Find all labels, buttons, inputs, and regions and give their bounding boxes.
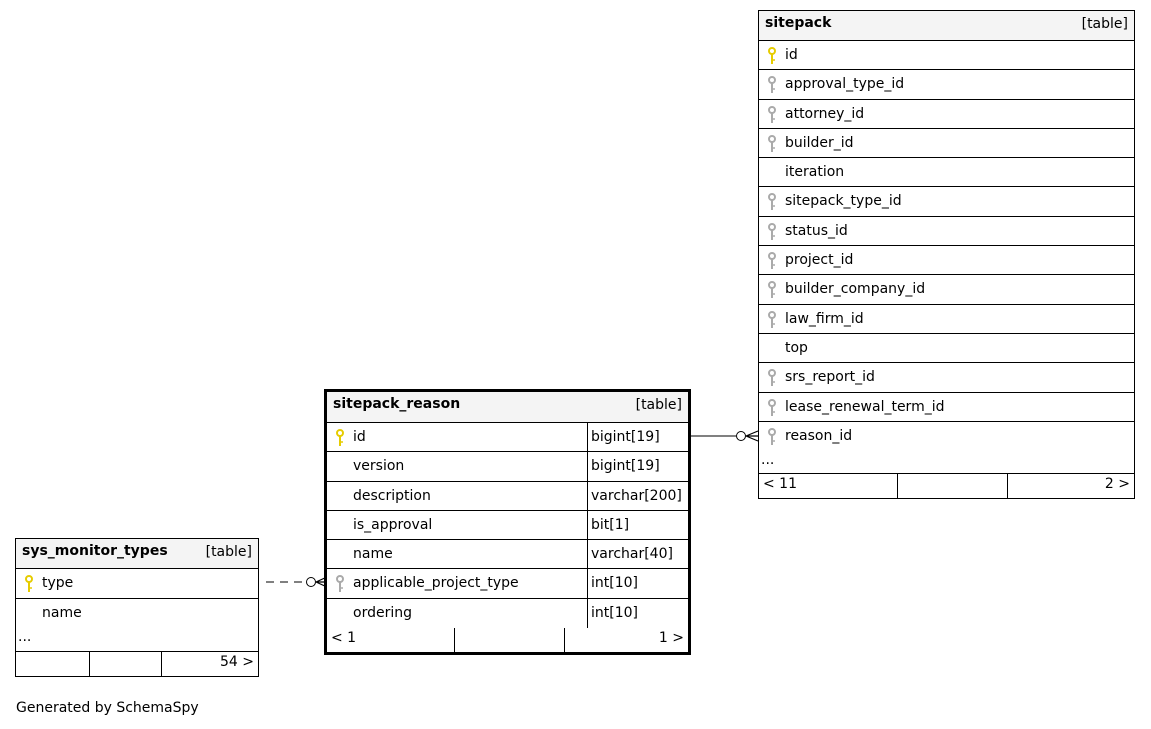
column-divider xyxy=(587,540,588,568)
column-name: reason_id xyxy=(785,427,853,444)
column-row-status-id[interactable] xyxy=(759,217,1134,246)
column-divider xyxy=(587,482,588,510)
foreign-key-icon xyxy=(767,193,777,211)
column-row-name[interactable] xyxy=(327,540,688,569)
foreign-key-icon xyxy=(767,106,777,124)
column-name: approval_type_id xyxy=(785,76,905,93)
more-columns-row[interactable] xyxy=(759,451,1134,474)
foreign-key-icon xyxy=(767,76,777,94)
table-type-label: [table] xyxy=(1081,16,1128,32)
column-type: bigint[19] xyxy=(591,429,660,445)
column-row-is-approval[interactable] xyxy=(327,511,688,540)
edge-zero-many-circle xyxy=(737,432,746,441)
column-name: type xyxy=(42,575,74,591)
column-type: varchar[200] xyxy=(591,487,682,504)
table-footer[interactable] xyxy=(16,652,258,676)
parents-link[interactable]: < 11 xyxy=(763,476,797,493)
column-row-description[interactable] xyxy=(327,482,688,511)
footer-divider xyxy=(454,628,455,652)
parents-link[interactable]: < 1 xyxy=(331,630,357,647)
footer-divider xyxy=(1007,474,1008,498)
column-name: sitepack_type_id xyxy=(785,193,902,210)
column-divider xyxy=(587,599,588,628)
column-row-top[interactable] xyxy=(759,334,1134,363)
column-name: iteration xyxy=(785,164,845,181)
children-link[interactable]: 1 > xyxy=(658,630,684,647)
column-name: is_approval xyxy=(353,516,433,533)
column-row-reason-id[interactable] xyxy=(759,422,1134,451)
column-divider xyxy=(587,423,588,451)
footer-divider xyxy=(564,628,565,652)
column-row-name[interactable] xyxy=(16,599,258,629)
table-footer[interactable] xyxy=(327,628,688,652)
column-name: version xyxy=(353,458,405,475)
primary-key-icon xyxy=(767,47,777,65)
column-type: int[10] xyxy=(591,575,638,592)
column-row-sitepack-type-id[interactable] xyxy=(759,187,1134,216)
table-sitepack-reason[interactable] xyxy=(324,389,691,655)
column-name: status_id xyxy=(785,222,848,239)
column-name: srs_report_id xyxy=(785,369,875,386)
column-name: top xyxy=(785,339,808,356)
table-header[interactable] xyxy=(16,539,258,569)
children-link[interactable]: 54 > xyxy=(220,654,254,670)
column-divider xyxy=(587,511,588,539)
column-type: varchar[40] xyxy=(591,546,673,563)
column-name: project_id xyxy=(785,252,854,269)
column-name: name xyxy=(42,604,82,621)
column-name: name xyxy=(353,546,393,563)
table-header[interactable] xyxy=(327,392,688,423)
column-type: bit[1] xyxy=(591,516,630,533)
foreign-key-icon xyxy=(767,252,777,270)
primary-key-icon xyxy=(335,429,345,447)
more-ellipsis: ... xyxy=(761,452,775,469)
table-sys-monitor-types[interactable] xyxy=(15,538,259,677)
table-name: sitepack_reason xyxy=(333,396,461,412)
foreign-key-icon xyxy=(767,399,777,417)
column-row-id[interactable] xyxy=(759,41,1134,70)
table-type-label: [table] xyxy=(635,397,682,413)
column-type: bigint[19] xyxy=(591,458,660,475)
primary-key-icon xyxy=(24,575,34,593)
edge-crowfoot xyxy=(746,431,758,441)
column-row-project-id[interactable] xyxy=(759,246,1134,275)
foreign-key-icon xyxy=(767,311,777,329)
column-name: builder_id xyxy=(785,134,854,151)
column-row-srs-report-id[interactable] xyxy=(759,363,1134,392)
column-row-iteration[interactable] xyxy=(759,158,1134,187)
footer-divider xyxy=(89,652,90,676)
column-row-approval-type-id[interactable] xyxy=(759,70,1134,99)
table-name: sitepack xyxy=(765,15,832,31)
column-name: applicable_project_type xyxy=(353,575,519,592)
column-row-id[interactable] xyxy=(327,423,688,452)
foreign-key-icon xyxy=(767,281,777,299)
column-row-attorney-id[interactable] xyxy=(759,100,1134,129)
column-name: attorney_id xyxy=(785,105,865,122)
column-type: int[10] xyxy=(591,604,638,621)
column-name: builder_company_id xyxy=(785,281,926,298)
footer-divider xyxy=(897,474,898,498)
column-name: ordering xyxy=(353,604,412,621)
footer-divider xyxy=(161,652,162,676)
edge-zero-many-circle xyxy=(307,578,316,587)
generated-by-credit: Generated by SchemaSpy xyxy=(16,700,199,716)
column-row-version[interactable] xyxy=(327,452,688,481)
table-header[interactable] xyxy=(759,11,1134,41)
column-row-type[interactable] xyxy=(16,569,258,599)
column-name: law_firm_id xyxy=(785,310,864,327)
column-row-builder-id[interactable] xyxy=(759,129,1134,158)
children-link[interactable]: 2 > xyxy=(1104,476,1130,493)
more-ellipsis: ... xyxy=(18,629,32,645)
column-row-ordering[interactable] xyxy=(327,599,688,628)
table-sitepack[interactable] xyxy=(758,10,1135,499)
column-name: description xyxy=(353,487,431,504)
foreign-key-icon xyxy=(767,135,777,153)
table-type-label: [table] xyxy=(205,544,252,560)
more-columns-row[interactable] xyxy=(16,628,258,652)
table-name: sys_monitor_types xyxy=(22,543,168,559)
column-row-applicable-project-type[interactable] xyxy=(327,569,688,598)
column-divider xyxy=(587,569,588,597)
column-name: id xyxy=(785,47,798,63)
column-row-law-firm-id[interactable] xyxy=(759,305,1134,334)
column-name: id xyxy=(353,429,366,445)
foreign-key-icon xyxy=(767,428,777,446)
column-name: lease_renewal_term_id xyxy=(785,398,945,415)
foreign-key-icon xyxy=(767,223,777,241)
foreign-key-icon xyxy=(335,575,345,593)
column-divider xyxy=(587,452,588,480)
foreign-key-icon xyxy=(767,369,777,387)
column-row-builder-company-id[interactable] xyxy=(759,275,1134,304)
column-row-lease-renewal-term-id[interactable] xyxy=(759,393,1134,422)
table-footer[interactable] xyxy=(759,474,1134,498)
